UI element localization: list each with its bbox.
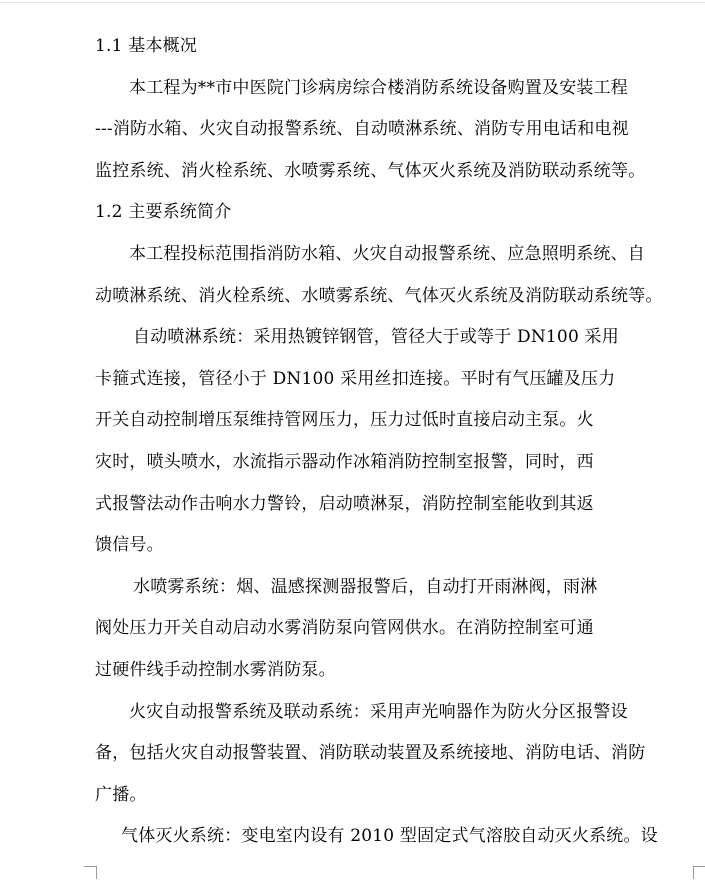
heading-1-1: 1.1 基本概况: [95, 36, 198, 56]
text-line: 火灾自动报警系统及联动系统：采用声光响器作为防火分区报警设: [129, 701, 628, 722]
paragraph-scope: [95, 234, 691, 317]
text-line: 过硬件线手动控制水雾消防泵。: [95, 659, 336, 680]
text-line: 开关自动控制增压泵维持管网压力，压力过低时直接启动主泵。火: [95, 410, 594, 431]
text-line: 卡箍式连接，管径小于 DN100 采用丝扣连接。平时有气压罐及压力: [95, 368, 616, 389]
text-line: 气体灭火系统：变电室内设有 2010 型固定式气溶胶自动灭火系统。设: [121, 826, 658, 847]
paragraph-basic-overview: [95, 68, 691, 193]
text-line: 动喷淋系统、消火栓系统、水喷雾系统、气体灭火系统及消防联动系统等。: [95, 285, 663, 306]
page-corner-mark-right: [693, 866, 705, 879]
text-line: 监控系统、消火栓系统、水喷雾系统、气体灭火系统及消防联动系统等。: [95, 160, 646, 181]
text-line: 式报警法动作击响水力警铃，启动喷淋泵，消防控制室能收到其返: [95, 493, 594, 514]
text-line: 馈信号。: [95, 535, 164, 556]
page-corner-mark-left: [84, 866, 97, 879]
text-line: 备，包括火灾自动报警装置、消防联动装置及系统接地、消防电话、消防: [95, 743, 646, 764]
text-line: 灾时，喷头喷水，水流指示器动作冰箱消防控制室报警，同时，西: [95, 451, 594, 472]
text-line: 水喷雾系统：烟、温感探测器报警后，自动打开雨淋阀，雨淋: [133, 576, 598, 597]
paragraph-gas-extinguishing-system: [95, 816, 691, 858]
text-line: 阀处压力开关自动启动水雾消防泵向管网供水。在消防控制室可通: [95, 618, 594, 639]
text-line: 本工程投标范围指消防水箱、火灾自动报警系统、应急照明系统、自: [129, 243, 645, 264]
paragraph-water-spray-system: [95, 567, 691, 692]
text-line: 本工程为**市中医院门诊病房综合楼消防系统设备购置及安装工程: [129, 77, 628, 98]
text-line: 广播。: [95, 784, 147, 805]
document-body: [95, 26, 691, 858]
heading-1-2: 1.2 主要系统简介: [95, 202, 232, 223]
page-top-border: [0, 2, 705, 3]
paragraph-fire-alarm-system: [95, 692, 691, 817]
text-line: 自动喷淋系统：采用热镀锌钢管，管径大于或等于 DN100 采用: [133, 327, 619, 348]
text-line: ---消防水箱、火灾自动报警系统、自动喷淋系统、消防专用电话和电视: [95, 119, 629, 140]
paragraph-sprinkler-system: [95, 317, 691, 567]
